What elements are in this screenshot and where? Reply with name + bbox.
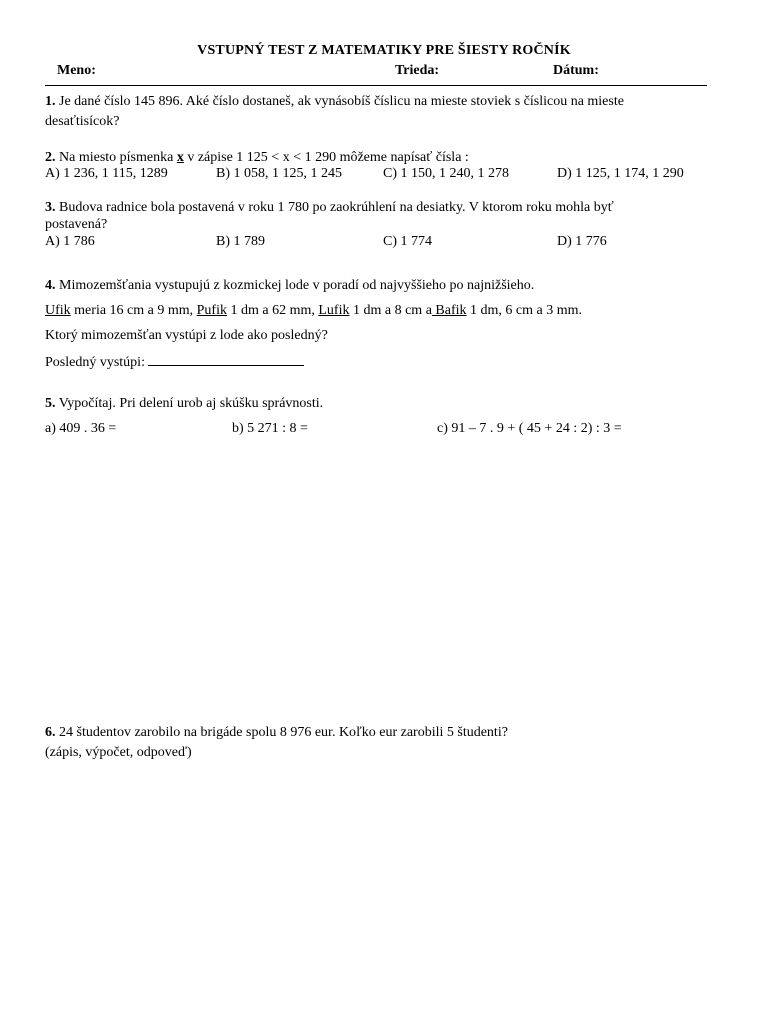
alien-height: 1 dm a 62 mm, [226,303,319,318]
question-6 [45,725,508,741]
answer-option: A) 1 236, 1 115, 1289 [45,166,168,181]
alien-height: 1 dm a 8 cm a [349,303,432,318]
question-4 [45,278,534,294]
question-number: 5. [45,396,56,411]
question-number: 6. [45,725,56,740]
question-3 [45,200,614,216]
name-label: Meno: [57,63,96,78]
question-1 [45,94,624,110]
question-text: Mimozemšťania vystupujú z kozmickej lode v poradí od najvyššieho po najnižšieho. [55,278,535,293]
question-2 [45,150,469,166]
answer-option: B) 1 789 [216,234,265,249]
answer-option: B) 1 058, 1 125, 1 245 [216,166,342,181]
question-number: 2. [45,150,56,165]
answer-line [45,353,304,371]
answer-option: C) 1 774 [383,234,432,249]
alien-name: Bafik [431,303,467,318]
exercise-b: b) 5 271 : 8 = [232,421,308,436]
question-number: 1. [45,94,56,109]
answer-blank[interactable] [148,353,304,366]
alien-height: meria 16 cm a 9 mm, [70,303,197,318]
date-label: Dátum: [553,63,599,78]
page-title: VSTUPNÝ TEST Z MATEMATIKY PRE ŠIESTY ROČNÍK [197,43,571,58]
alien-name: Lufik [318,303,350,318]
exercise-a: a) 409 . 36 = [45,421,117,436]
exercise-c: c) 91 – 7 . 9 + ( 45 + 24 : 2) : 3 = [437,421,622,436]
class-label: Trieda: [395,63,440,78]
question-text: v zápise 1 125 < x < 1 290 môžeme napísať čísla : [183,150,469,165]
question-4-prompt: Ktorý mimozemšťan vystúpi z lode ako posledný? [45,328,328,343]
question-5 [45,396,323,412]
question-text: Budova radnice bola postavená v roku 1 780 po zaokrúhlení na desiatky. V ktorom roku mohla byť [55,200,614,215]
answer-label: Posledný vystúpi: [45,355,149,370]
question-number: 3. [45,200,56,215]
question-number: 4. [45,278,56,293]
answer-option: D) 1 125, 1 174, 1 290 [557,166,684,181]
question-text: 24 študentov zarobilo na brigáde spolu 8 976 eur. Koľko eur zarobili 5 študenti? [55,725,508,740]
variable-x: x [176,150,184,165]
header-divider [45,85,707,86]
question-3-continuation: postavená? [45,217,108,232]
alien-name: Ufik [45,303,71,318]
answer-option: A) 1 786 [45,234,95,249]
alien-height: 1 dm, 6 cm a 3 mm. [466,303,583,318]
question-1-continuation: desaťtisícok? [45,114,120,129]
question-text: Vypočítaj. Pri delení urob aj skúšku správnosti. [55,396,324,411]
question-6-instruction: (zápis, výpočet, odpoveď) [45,745,192,760]
answer-option: C) 1 150, 1 240, 1 278 [383,166,509,181]
alien-name: Pufik [196,303,227,318]
answer-option: D) 1 776 [557,234,607,249]
alien-heights [45,303,582,319]
question-text: Je dané číslo 145 896. Aké číslo dostaneš, ak vynásobíš číslicu na mieste stoviek s číslicou na mieste [55,94,624,109]
question-text: Na miesto písmenka [55,150,177,165]
